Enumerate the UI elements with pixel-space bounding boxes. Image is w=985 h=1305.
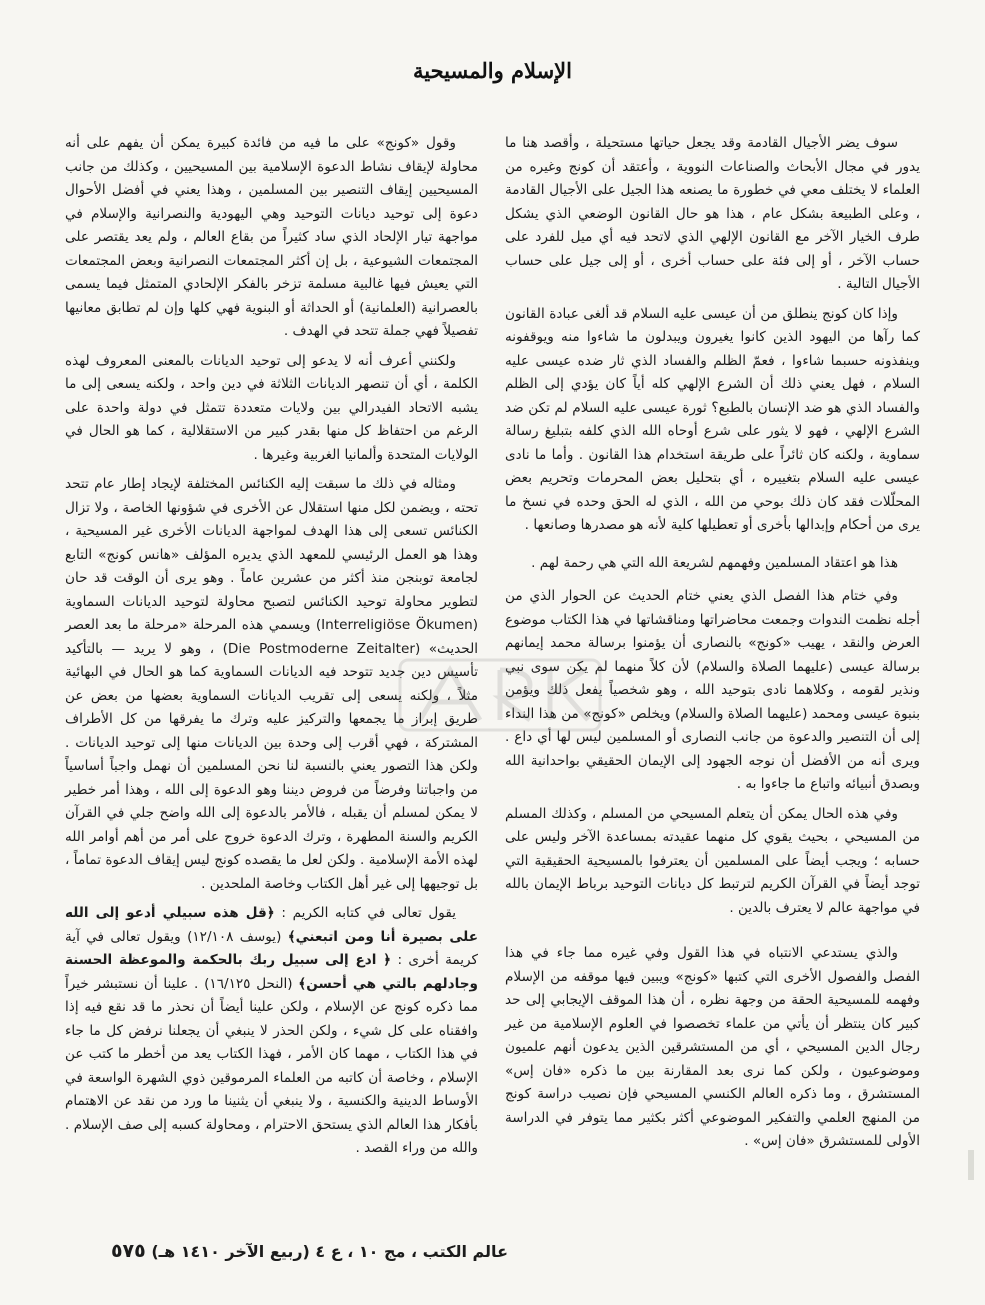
paragraph: وفي ختام هذا الفصل الذي يعني ختام الحديث عن الحوار الذي من أجله نظمت الندوات وجمعت محاضراتها ومناقشاتها في هذا الكتاب موضوع العرض والنقد ، يهيب «كونج» بالنصارى أن يؤمنوا برسالة محمد إيمانهم برسالة عيسى (عليهما الصلاة والسلام) لأن كلاً منهما لم يكن سوى نبي ونذير لقومه ، وكلاهما نادى بتوحيد الله ، وهو شخصياً يفعل ذلك ويؤمن بنبوة عيسى ومحمد (عليهما الصلاة والسلام) ويخلص «كونج» من هذا النداء إلى أن التنصير والدعوة من جانب النصارى أو المسلمين ليس لها أي داع . ويرى أنه من الأفضل أن نوجه الجهود إلى الإيمان الحقيقي بواحدانية الله وبصدق أنبيائه واتباع ما جاءوا به . — [505, 588, 920, 792]
scan-artifact — [968, 1150, 974, 1180]
running-header: الإسلام والمسيحية — [413, 58, 572, 83]
page-number: ٥٧٥ — [110, 1240, 146, 1262]
paragraph: وإذا كان كونج ينطلق من أن عيسى عليه السلام قد ألغى عبادة القانون كما رآها من اليهود الذين كانوا يغيرون ويبدلون ما شاءوا منه ويوقفونه وينفذونه حسبما شاءوا ، فعمّ الظلم والفساد الذي ثار ضده عيسى عليه السلام ، فهل يعني ذلك أن الشرع الإلهي كله أياً كان يؤدي إلى الظلم والفساد الذي هو ضد الإنسان بالطبع؟ ثورة عيسى عليه السلام لم تكن ضد الشرع الإلهي ، فهو لا يثور على شرع أوحاه الله الذي كلفه بتبليغ رسالة سماوية ، ولكنه كان ثائراً على طريقة استخدام هذا القانون . وأما ما نادى عيسى عليه السلام بتغييره ، أي بتحليل بعض المحرمات وتحريم بعض المحلّلات فقد كان ذلك بوحي من الله ، الذي له الحق وحده في نسخ ما يرى من أحكام وإبدالها بأخرى أو تعطيلها كلية لأنه هو مصدرها وصانعها . — [505, 305, 920, 533]
text-run: (يوسف ١٢/١٠٨) ويقول تعالى في آية كريمة أخرى : — [65, 928, 478, 968]
right-column — [505, 132, 920, 1160]
quran-verse: ﴿ ادع إلى سبيل ربك بالحكمة والموعظة الحسنة وجادلهم بالتي هي أحسن﴾ — [65, 952, 478, 992]
text-run: يقول تعالى في كتابه الكريم : — [274, 905, 456, 921]
paragraph: سوف يضر الأجيال القادمة وقد يجعل حياتها مستحيلة ، وأقصد هنا ما يدور في مجال الأبحاث والصناعات النووية ، وأعتقد أن كونج وغيره من العلماء لا يختلف معي في خطورة ما يصنعه هذا الجيل على الأجيال القادمة ، وعلى الطبيعة بشكل عام ، هذا هو حال القانون الوضعي الذي يشكل طرف الخيار الآخر مع القانون الإلهي الذي لاتحد فيه أي ميل للفرد على حساب الآخر ، أو إلى فئة على حساب أخرى ، أو إلى جيل على حساب الأجيال التالية . — [505, 135, 920, 292]
left-column — [65, 132, 478, 1167]
verse-paragraph — [65, 902, 478, 1161]
quote-paragraph: هذا هو اعتقاد المسلمين وفهمهم لشريعة الله التي هي رحمة لهم . — [531, 554, 898, 571]
paragraph: والذي يستدعي الانتباه في هذا القول وفي غيره مما جاء في هذا الفصل والفصول الأخرى التي كتبها «كونج» ويبين فيها موقفه من الإسلام وفهمه للمسيحية الحقة من وجهة نظره ، أن هذا الموقف الإيجابي إلى حد كبير كان ينتظر أن يأتي من علماء تخصصوا في العلوم الإسلامية من غير رجال الدين المسيحي ، أي من المستشرقين الذين يدعون أنهم علميون وموضوعيون ، ولكن كما نرى بعد المقارنة بين ما ذكره «فان إس» المستشرق ، وما ذكره العالم الكنسي المسيحي فإن نصيب دراسة كونج من المنهج العلمي والتفكير الموضوعي أكثر بكثير مما يتوفر في الدراسة الأولى للمستشرق «فان إس» . — [505, 945, 920, 1149]
paragraph: وفي هذه الحال يمكن أن يتعلم المسيحي من المسلم ، وكذلك المسلم من المسيحي ، بحيث يقوي كل منهما عقيدته بمساعدة الآخر وليس على حسابه ؛ ويجب أيضاً على المسلمين أن يعترفوا بالمسيحية الحقيقية التي توجد أيضاً في القرآن الكريم لترتبط كل ديانات التوحيد برباط الإيمان بالله في مواجهة عالم لا يعترف بالدين . — [505, 805, 920, 916]
paragraph: وقول «كونج» على ما فيه من فائدة كبيرة يمكن أن يفهم على أنه محاولة لإيقاف نشاط الدعوة الإسلامية بين المسيحيين ، وكذلك من جانب المسيحيين إيقاف التنصير بين المسلمين ، وهذا يعني في أفضل الأحوال دعوة إلى توحيد ديانات التوحيد وهي اليهودية والنصرانية والإسلام في مواجهة تيار الإلحاد الذي ساد كثيراً من بقاع العالم ، ولم يعد يقتصر على المجتمعات الشيوعية ، بل إن أكثر المجتمعات النصرانية وبعض المجتمعات التي يعيش فيها غالبية مسلمة تزخر بالفكر الإلحادي المتمثل فيما يسمى بالعصرانية (العلمانية) أو الحداثة أو البنوية فهي كلها وإن لم تطابق معانيها تفصيلاً فهي جملة تتحد في الهدف . — [65, 135, 478, 339]
journal-citation: عالم الكتب ، مج ١٠ ، ع ٤ (ربيع الآخر ١٤١٠ هـ) — [151, 1242, 508, 1261]
quran-verse: ﴿قل هذه سبيلي أدعو إلى الله على بصيرة أنا ومن اتبعني﴾ — [65, 905, 478, 945]
page-footer — [70, 1240, 508, 1262]
paragraph: ومثاله في ذلك ما سبقت إليه الكنائس المختلفة لإيجاد إطار عام تتحد تحته ، ويضمن لكل منها استقلال عن الأخرى في شؤونها الخاصة ، ولا تزال الكنائس تسعى إلى هذا الهدف لمواجهة الديانات الأخرى غير المسيحية ، وهذا هو العمل الرئيسي للمعهد الذي يديره المؤلف «هانس كونج» التابع لجامعة توبنجن منذ أكثر من عشرين عاماً . وهو يرى أن الوقت قد حان لتطوير محاولة توحيد الكنائس لتصبح محاولة لتوحيد الديانات السماوية (Interreligiöse Ökumen) ويسمي هذه المرحلة «مرحلة ما بعد العصر الحديث» (Die Postmoderne Zeitalter) ، وهو لا يريد — بالتأكيد تأسيس دين جديد تتوحد فيه الديانات السماوية كما هو الحال في البهائية مثلاً ، ولكنه يسعى إلى تقريب الديانات السماوية بعضها من بعض عن طريق إبراز ما يجمعها والتركيز عليه وترك ما يفرقها من كل الأطراف المشتركة ، فهي أقرب إلى وحدة بين الديانات منها إلى توحيد الديانات . ولكن هذا التصور يعني بالنسبة لنا نحن المسلمين أن نهمل واجباً أساسياً من واجباتنا وفرضاً من فروض ديننا وهو الدعوة إلى الله ، وهذا أمر خطير لا يمكن لمسلم أن يقبله ، فالأمر بالدعوة إلى الله واضح جلي في القرآن الكريم والسنة المطهرة ، وترك الدعوة خروج على أمر من أهم أوامر الله لهذه الأمة الإسلامية . ولكن لعل ما يقصده كونج ليس إيقاف الدعوة تماماً ، بل توجيهها إلى غير أهل الكتاب وخاصة الملحدين . — [65, 476, 478, 892]
text-run: (النحل ١٦/١٢٥) . علينا أن نستبشر خيراً مما ذكره كونج عن الإسلام ، ولكن علينا أيضاً أن نحذر ما قد نقع فيه إذا وافقناه على كل شيء ، ولكن الحذر لا ينبغي أن يجعلنا نرفض كل ما جاء في هذا الكتاب ، مهما كان الأمر ، فهذا الكتاب يعد من أخطر ما كتب عن الإسلام ، وخاصة أن كاتبه من العلماء المرموقين ذوي الشهرة الواسعة في الأوساط الدينية والكنسية ، ولا ينبغي أن يثنينا ما ورد من نقد عن الاهتمام بأفكار هذا العالم الذي يستحق الاحترام ، ومحاولة كسبه إلى صف الإسلام . والله من وراء القصد . — [65, 975, 478, 1156]
paragraph: ولكنني أعرف أنه لا يدعو إلى توحيد الديانات بالمعنى المعروف لهذه الكلمة ، أي أن تنصهر الديانات الثلاثة في دين واحد ، ولكنه يسعى إلى ما يشبه الاتحاد الفيدرالي بين ولايات متعددة تتمثل في دولة واحدة على الرغم من احتفاظ كل منها بقدر كبير من الاستقلالية ، كما هو الحال في الولايات المتحدة وألمانيا الغربية وغيرها . — [65, 352, 478, 463]
